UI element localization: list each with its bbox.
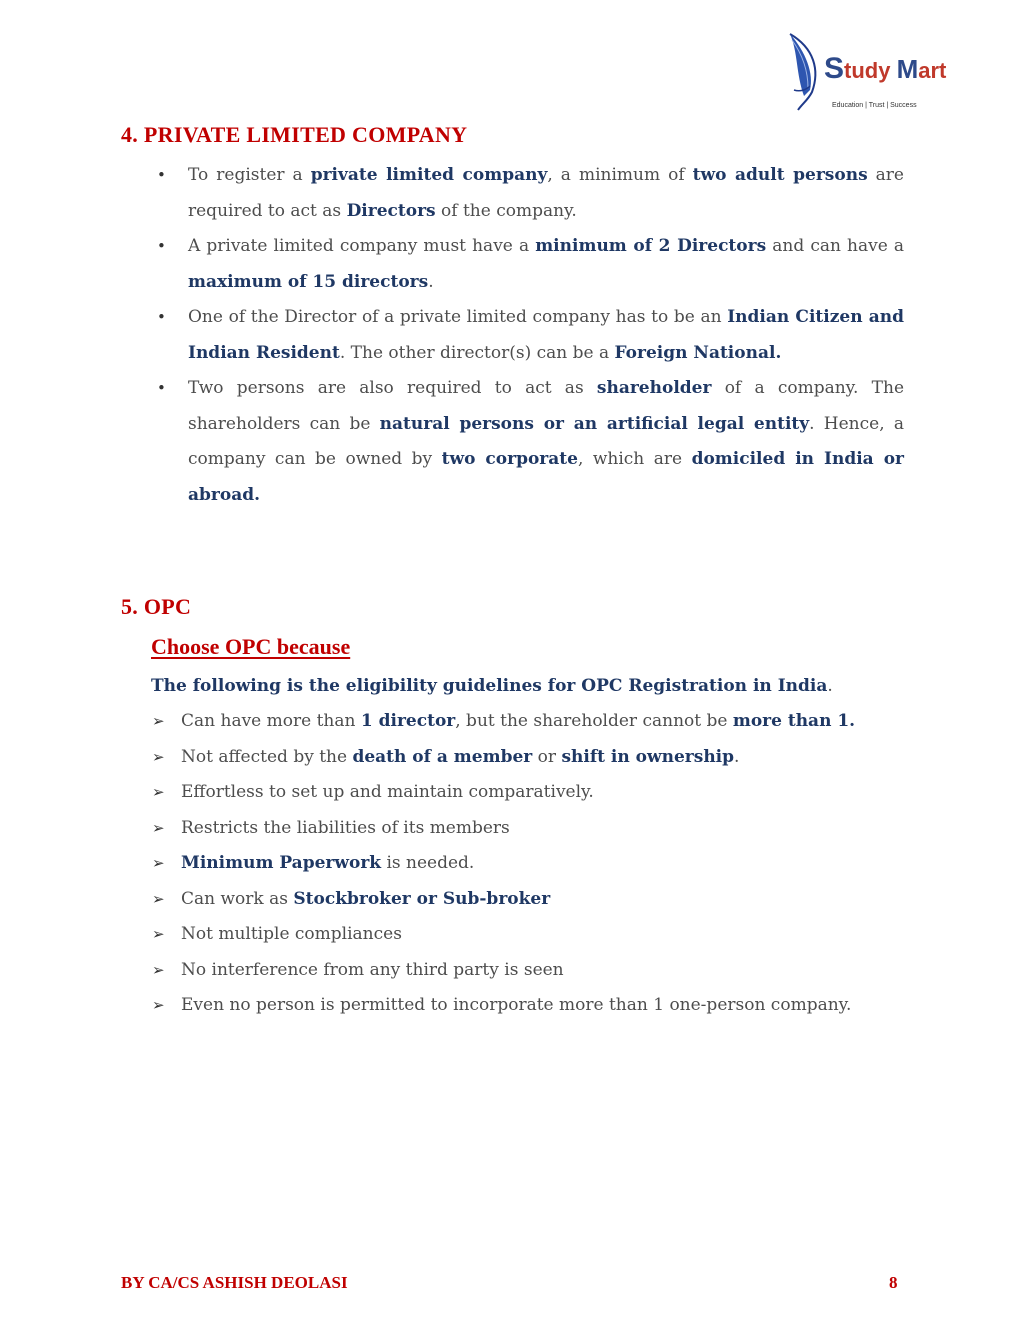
keyword: minimum of 2 Directors (535, 236, 767, 256)
text: . (827, 676, 833, 696)
text: Restricts the liabilities of its members (181, 817, 510, 838)
list-item (150, 811, 904, 847)
text: of the company. (435, 200, 577, 221)
text: . (734, 746, 740, 767)
list-item (150, 882, 904, 918)
text: . The other director(s) can be a (339, 342, 615, 363)
study-mart-logo (784, 30, 964, 114)
text: Can have more than (181, 711, 361, 731)
text: Can work as (181, 888, 294, 909)
text: and can have a (766, 236, 904, 256)
text: Even no person is permitted to incorporate more than 1 one-person company. (181, 995, 852, 1015)
keyword: natural persons or an artificial legal entity (379, 413, 810, 434)
list-item (150, 988, 904, 1024)
list-item (150, 917, 904, 953)
text: Not affected by the (181, 746, 353, 767)
text: , which are (577, 449, 692, 469)
choose-opc-subheading: Choose OPC because (151, 634, 351, 659)
list-item (150, 371, 904, 513)
section-4-heading: 4. PRIVATE LIMITED COMPANY (121, 122, 468, 147)
text: Not multiple compliances (181, 924, 402, 944)
keyword: maximum of 15 directors (188, 271, 429, 292)
logo-wordmark (824, 52, 946, 86)
list-item (150, 704, 904, 740)
text: , but the shareholder cannot be (455, 711, 733, 731)
logo-s: S (824, 52, 845, 85)
list-item (150, 846, 904, 882)
text: Effortless to set up and maintain comparatively. (181, 782, 594, 802)
keyword: more than 1. (732, 711, 856, 731)
text: No interference from any third party is seen (181, 959, 564, 980)
text: . (428, 271, 434, 292)
keyword: Stockbroker or Sub-broker (293, 888, 551, 909)
text: Two persons are also required to act as (188, 378, 597, 398)
keyword: Minimum Paperwork (181, 853, 382, 873)
keyword: two corporate (441, 449, 578, 469)
logo-tagline: Education | Trust | Success (832, 102, 917, 109)
text: One of the Director of a private limited company has to be an (188, 307, 728, 327)
keyword: Directors (346, 200, 436, 221)
keyword: private limited company (310, 165, 548, 185)
keyword: 1 director (360, 711, 456, 731)
logo-m: M (896, 54, 919, 84)
keyword: Indian Citizen and Indian Resident (188, 307, 904, 363)
keyword: shift in ownership (561, 746, 735, 767)
text: A private limited company must have a (188, 236, 536, 256)
keyword: The following is the eligibility guidelines for OPC Registration in India (151, 676, 828, 696)
text: is needed. (381, 853, 475, 873)
list-item (150, 229, 904, 300)
list-item (150, 953, 904, 989)
logo-tudy: tudy (844, 58, 897, 83)
opc-eligibility-intro (151, 675, 911, 697)
opc-eligibility-list (150, 704, 904, 1024)
section-4-bullet-list (150, 158, 904, 513)
keyword: death of a member (352, 746, 533, 767)
page-number: 8 (889, 1273, 898, 1292)
logo-art: art (918, 58, 947, 83)
list-item (150, 775, 904, 811)
keyword: two adult persons (692, 165, 868, 185)
text: . Hence, a company can be owned by (188, 413, 904, 469)
text: , a minimum of (547, 165, 693, 185)
feather-quill-icon (784, 30, 828, 114)
keyword: domiciled in India or abroad. (188, 449, 904, 505)
section-5-heading: 5. OPC (121, 594, 192, 619)
list-item (150, 300, 904, 371)
keyword: shareholder (596, 378, 712, 398)
text: are required to act as (188, 165, 904, 221)
list-item (150, 158, 904, 229)
text: of a company. The shareholders can be (188, 378, 904, 434)
text: or (532, 746, 562, 767)
list-item (150, 740, 904, 776)
footer-author: BY CA/CS ASHISH DEOLASI (121, 1273, 348, 1292)
text: To register a (188, 165, 311, 185)
keyword: Foreign National. (614, 342, 782, 363)
